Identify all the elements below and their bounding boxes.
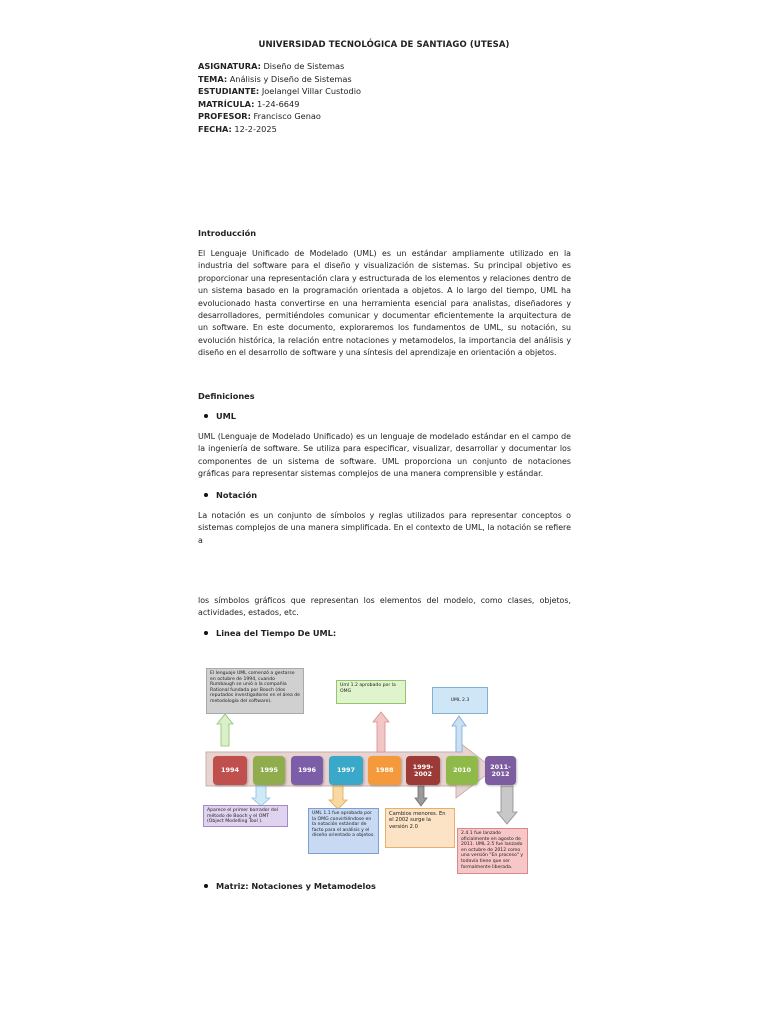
definiciones-heading: Definiciones xyxy=(198,391,255,401)
year-1996: 1996 xyxy=(291,756,323,785)
meta-matricula: MATRÍCULA: 1-24-6649 xyxy=(198,98,300,109)
year-1995: 1995 xyxy=(253,756,285,785)
bullet-dot-icon xyxy=(204,884,208,888)
note-1994: El lenguaje UML comenzó a gestarse en octubre de 1994, cuando Rumbaugh se unió a la compañía Rational fundada por Booch (dos reputados investigadores en el área de metodología del software). xyxy=(206,668,304,714)
arrow-down-1999 xyxy=(415,786,427,806)
meta-tema: TEMA: Análisis y Diseño de Sistemas xyxy=(198,73,352,84)
meta-asignatura: ASIGNATURA: Diseño de Sistemas xyxy=(198,61,345,71)
intro-paragraph: El Lenguaje Unificado de Modelado (UML) es un estándar ampliamente utilizado en la industria del software para el diseño y visualización de sistemas. Su principal objetivo es proporcionar una representación clara y estructurada de los elementos y relaciones dentro de un sistema basado en la programación orientada a objetos. A lo largo del tiempo, UML ha evolucionado hasta convertirse en una herramienta esencial para analistas, diseñadores y desarrolladores, permitiéndoles comunicar y documentar eficientemente la arquitectura de un software. En este documento, exploraremos los fundamentos de UML, su notación, su evolución histórica, la relación entre notaciones y metamodelos, la importancia del análisis y diseño en el desarrollo de software y una síntesis del aprendizaje en orientación a objetos. xyxy=(198,249,571,358)
bullet-uml: UML xyxy=(204,411,236,421)
note-1997: UML 1.1 fue aprobada por la OMG convirtiéndose en la notación estándar de facto para el análisis y el diseño orientado a objetos. xyxy=(308,808,379,854)
arrow-down-1997 xyxy=(329,786,347,809)
year-1999-2002: 1999- 2002 xyxy=(406,756,440,785)
arrow-up-1994 xyxy=(217,714,233,746)
bullet-timeline: Linea del Tiempo De UML: xyxy=(204,628,336,638)
arrow-down-1995 xyxy=(252,786,270,806)
bullet-matriz: Matriz: Notaciones y Metamodelos xyxy=(204,881,376,891)
intro-heading: Introducción xyxy=(198,228,257,238)
uml-paragraph: UML (Lenguaje de Modelado Unificado) es un lenguaje de modelado estándar en el campo de la ingeniería de software. Se utiliza para especificar, visualizar, desarrollar y documentar los componentes de un sistema de software. UML proporciona un conjunto de notaciones gráficas para representar sistemas complejos de una manera comprensible y estándar. xyxy=(198,432,571,479)
arrow-up-1988 xyxy=(373,712,389,752)
notacion-paragraph-part2: los símbolos gráficos que representan los elementos del modelo, como clases, objetos, actividades, estados, etc. xyxy=(198,596,571,618)
university-title: UNIVERSIDAD TECNOLÓGICA DE SANTIAGO (UTESA) xyxy=(258,40,510,50)
notacion-paragraph-part1: La notación es un conjunto de símbolos y reglas utilizados para representar conceptos o sistemas complejos de una manera simplificada. En el contexto de UML, la notación se refiere a xyxy=(198,511,571,545)
year-2011-2012: 2011- 2012 xyxy=(485,756,516,785)
year-1997: 1997 xyxy=(329,756,363,785)
meta-fecha: FECHA: 12-2-2025 xyxy=(198,123,277,134)
bullet-notacion: Notación xyxy=(204,490,257,500)
note-1988: Uml 1.2 aprobado por la OMG xyxy=(336,680,406,704)
arrow-down-2011 xyxy=(497,786,517,824)
meta-profesor: PROFESOR: Francisco Genao xyxy=(198,111,321,121)
note-1999: Cambios menores. En el 2002 surge la versión 2.0 xyxy=(385,808,455,848)
note-2010: UML 2.3 xyxy=(432,687,488,714)
meta-estudiante: ESTUDIANTE: Joelangel Villar Custodio xyxy=(198,86,361,96)
note-2011: 2.4.1 fue lanzado oficialmente en agosto de 2011. UML 2.5 fue lanzado en octubre de 2012 como una versión "En proceso" y todavía tiene que ser formalmente liberada. xyxy=(457,828,528,874)
year-1994: 1994 xyxy=(213,756,247,785)
year-1988: 1988 xyxy=(368,756,401,785)
note-1995: Aparece el primer borrador del método de Booch y el OMT (Object Modelling Tool ). xyxy=(203,805,288,827)
year-2010: 2010 xyxy=(446,756,478,785)
